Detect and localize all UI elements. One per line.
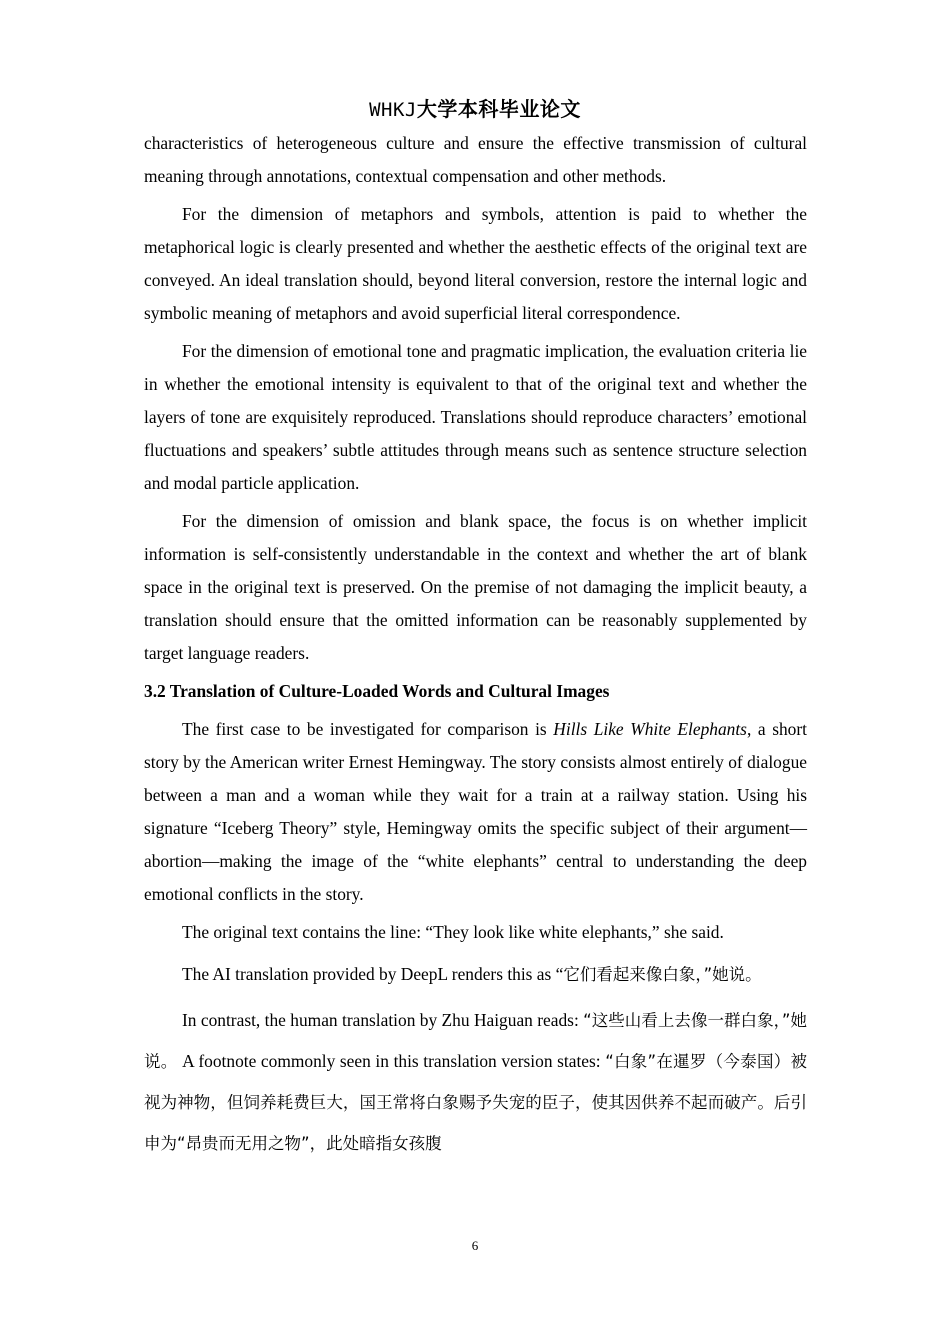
footnote-text: “白象”在暹罗（今泰国）被视为神物，但饲养耗费巨大，国王常将白象赐予失宠的臣子，使其因供养不起而破产。后引申为“昂贵而无用之物”，此处暗指女孩腹 [144,1052,807,1153]
page-header [0,97,950,122]
paragraph-emotional-tone: For the dimension of emotional tone and pragmatic implication, the evaluation criteria lie in whether the emotional intensity is equivalent to that of the original text and whether the layers of tone are exquisitely reproduced. Translations should reproduce characters’ emotional fluctuations and speakers’ subtle attitudes through means such as sentence structure selection and modal particle application. [144,341,807,493]
page-number: 6 [471,1238,479,1253]
paragraph-continued: characteristics of heterogeneous culture and ensure the effective transmission of cultural meaning through annotations, contextual compensation and other methods. [144,133,807,186]
case-intro-rest: , a short story by the American writer Ernest Hemingway. The story consists almost entirely of dialogue between a man and a woman while they wait for a train at a railway station. Using his signature “Iceberg Theory” style, Hemingway omits the specific subject of their argument—abortion—making the image of the “white elephants” central to understanding the deep emotional conflicts in the story. [144,719,808,904]
paragraph-original-line: The original text contains the line: “They look like white elephants,” she said. [182,922,724,942]
story-title: Hills Like White Elephants [553,719,747,739]
ai-translation-text: 它们看起来像白象，”她说。 [563,965,762,984]
paragraph-case-intro [144,713,807,911]
body-text [144,127,807,1169]
paragraph-ai-translation [144,954,807,995]
paragraph-human-translation [144,1000,807,1164]
paragraph-metaphors: For the dimension of metaphors and symbols, attention is paid to whether the metaphorical logic is clearly presented and whether the aesthetic effects of the original text are conveyed. An ideal translation should, beyond literal conversion, restore the internal logic and symbolic meaning of metaphors and avoid superficial literal correspondence. [144,204,807,323]
section-heading: 3.2 Translation of Culture-Loaded Words and Cultural Images [144,681,610,701]
case-intro-text: The first case to be investigated for comparison is [182,719,554,739]
ai-translation-intro: The AI translation provided by DeepL renders this as “ [182,964,564,984]
footnote-intro: A footnote commonly seen in this translation version states: [177,1051,606,1071]
header-school-code: WHKJ [369,99,417,121]
paragraph-omission: For the dimension of omission and blank space, the focus is on whether implicit information is self-consistently understandable in the context and whether the art of blank space in the original text is preserved. On the premise of not damaging the implicit beauty, a translation should ensure that the omitted information can be reasonably supplemented by target language readers. [144,511,807,663]
human-translation-intro: In contrast, the human translation by Zhu Haiguan reads: [182,1010,584,1030]
human-translation-text: “这些山看上去像一群白象，”她说。 [144,1011,807,1071]
header-thesis-title: 大学本科毕业论文 [416,97,581,121]
